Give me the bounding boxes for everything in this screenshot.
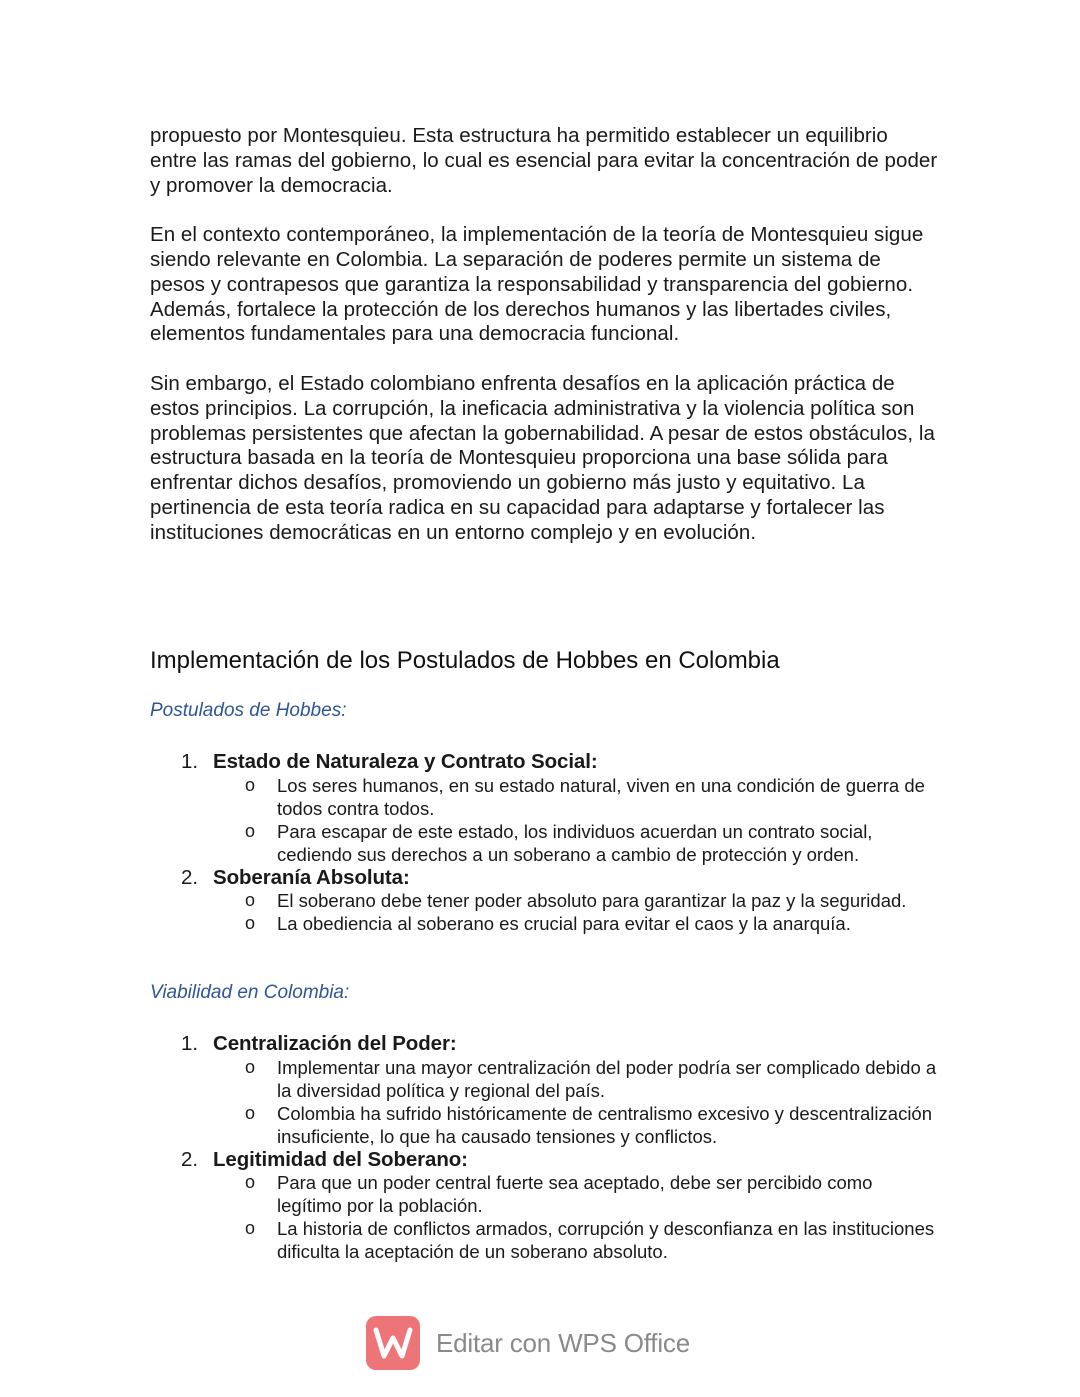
list-item	[150, 750, 940, 866]
bullet-marker: o	[245, 1056, 256, 1077]
bullet-text: El soberano debe tener poder absoluto para garantizar la paz y la seguridad.	[277, 890, 907, 911]
list-item-title: Legitimidad del Soberano:	[213, 1147, 468, 1171]
wps-office-logo-icon	[366, 1316, 420, 1370]
bullet-marker: o	[245, 820, 256, 841]
bullet-item	[150, 820, 940, 866]
paragraph: Sin embargo, el Estado colombiano enfrenta desafíos en la aplicación práctica de estos principios. La corrupción, la ineficacia administrativa y la violencia política son problemas persistentes que afectan la gobernabilidad. A pesar de estos obstáculos, la estructura basada en la teoría de Montesquieu proporciona una base sólida para enfrentar dichos desafíos, promoviendo un gobierno más justo y equitativo. La pertinencia de esta teoría radica en su capacidad para adaptarse y fortalecer las instituciones democráticas en un entorno complejo y en evolución.	[150, 371, 935, 544]
bullet-text: Para que un poder central fuerte sea aceptado, debe ser percibido como legítimo por la población.	[277, 1172, 873, 1216]
bullet-text: La obediencia al soberano es crucial para evitar el caos y la anarquía.	[277, 913, 851, 934]
bullet-item	[150, 1102, 940, 1148]
list-number: 2.	[181, 1147, 199, 1171]
list-item	[150, 1148, 940, 1264]
bullet-text: Para escapar de este estado, los individuos acuerdan un contrato social, cediendo sus derechos a un soberano a cambio de protección y orden.	[277, 820, 873, 865]
bullet-marker: o	[245, 1218, 256, 1238]
intro-text	[150, 124, 940, 546]
postulados-subheading: Postulados de Hobbes:	[150, 700, 347, 721]
bullet-marker: o	[245, 913, 256, 933]
wps-w-glyph-icon	[373, 1326, 413, 1360]
bullet-text: Colombia ha sufrido históricamente de centralismo excesivo y descentralización insuficiente, lo que ha causado tensiones y conflictos.	[277, 1102, 933, 1147]
bullet-item	[150, 912, 940, 935]
list-item-title: Centralización del Poder:	[213, 1032, 457, 1055]
bullet-item	[150, 774, 940, 820]
list-number: 1.	[181, 750, 199, 773]
section-heading: Implementación de los Postulados de Hobbes en Colombia	[150, 647, 780, 674]
bullet-text: La historia de conflictos armados, corrupción y desconfianza en las instituciones dificulta la aceptación de un soberano absoluto.	[277, 1218, 935, 1262]
paragraph: propuesto por Montesquieu. Esta estructura ha permitido establecer un equilibrio entre las ramas del gobierno, lo cual es esencial para evitar la concentración de poder y promover la democracia.	[150, 124, 938, 197]
bullet-item	[150, 1171, 940, 1217]
list-item	[150, 1032, 940, 1148]
list-number: 2.	[181, 865, 199, 889]
bullet-marker: o	[245, 890, 256, 910]
bullet-item	[150, 1217, 940, 1263]
bullet-text: Los seres humanos, en su estado natural, viven en una condición de guerra de todos contra todos.	[277, 774, 925, 819]
list-item-title: Estado de Naturaleza y Contrato Social:	[213, 750, 598, 773]
edit-with-wps-banner[interactable]	[366, 1316, 690, 1370]
list-item	[150, 866, 940, 936]
edit-with-wps-label[interactable]: Editar con WPS Office	[436, 1327, 690, 1358]
bullet-text: Implementar una mayor centralización del poder podría ser complicado debido a la diversidad política y regional del país.	[277, 1056, 937, 1101]
paragraph: En el contexto contemporáneo, la implementación de la teoría de Montesquieu sigue siendo relevante en Colombia. La separación de poderes permite un sistema de pesos y contrapesos que garantiza la responsabilidad y transparencia del gobierno. Además, fortalece la protección de los derechos humanos y las libertades civiles, elementos fundamentales para una democracia funcional.	[150, 223, 924, 346]
list-number: 1.	[181, 1032, 199, 1055]
viabilidad-subheading: Viabilidad en Colombia:	[150, 982, 350, 1003]
bullet-item	[150, 1056, 940, 1102]
bullet-marker: o	[245, 1102, 256, 1123]
postulados-list	[150, 750, 940, 935]
bullet-item	[150, 889, 940, 912]
bullet-marker: o	[245, 774, 256, 795]
bullet-marker: o	[245, 1172, 256, 1192]
list-item-title: Soberanía Absoluta:	[213, 865, 410, 889]
viabilidad-list	[150, 1032, 940, 1263]
